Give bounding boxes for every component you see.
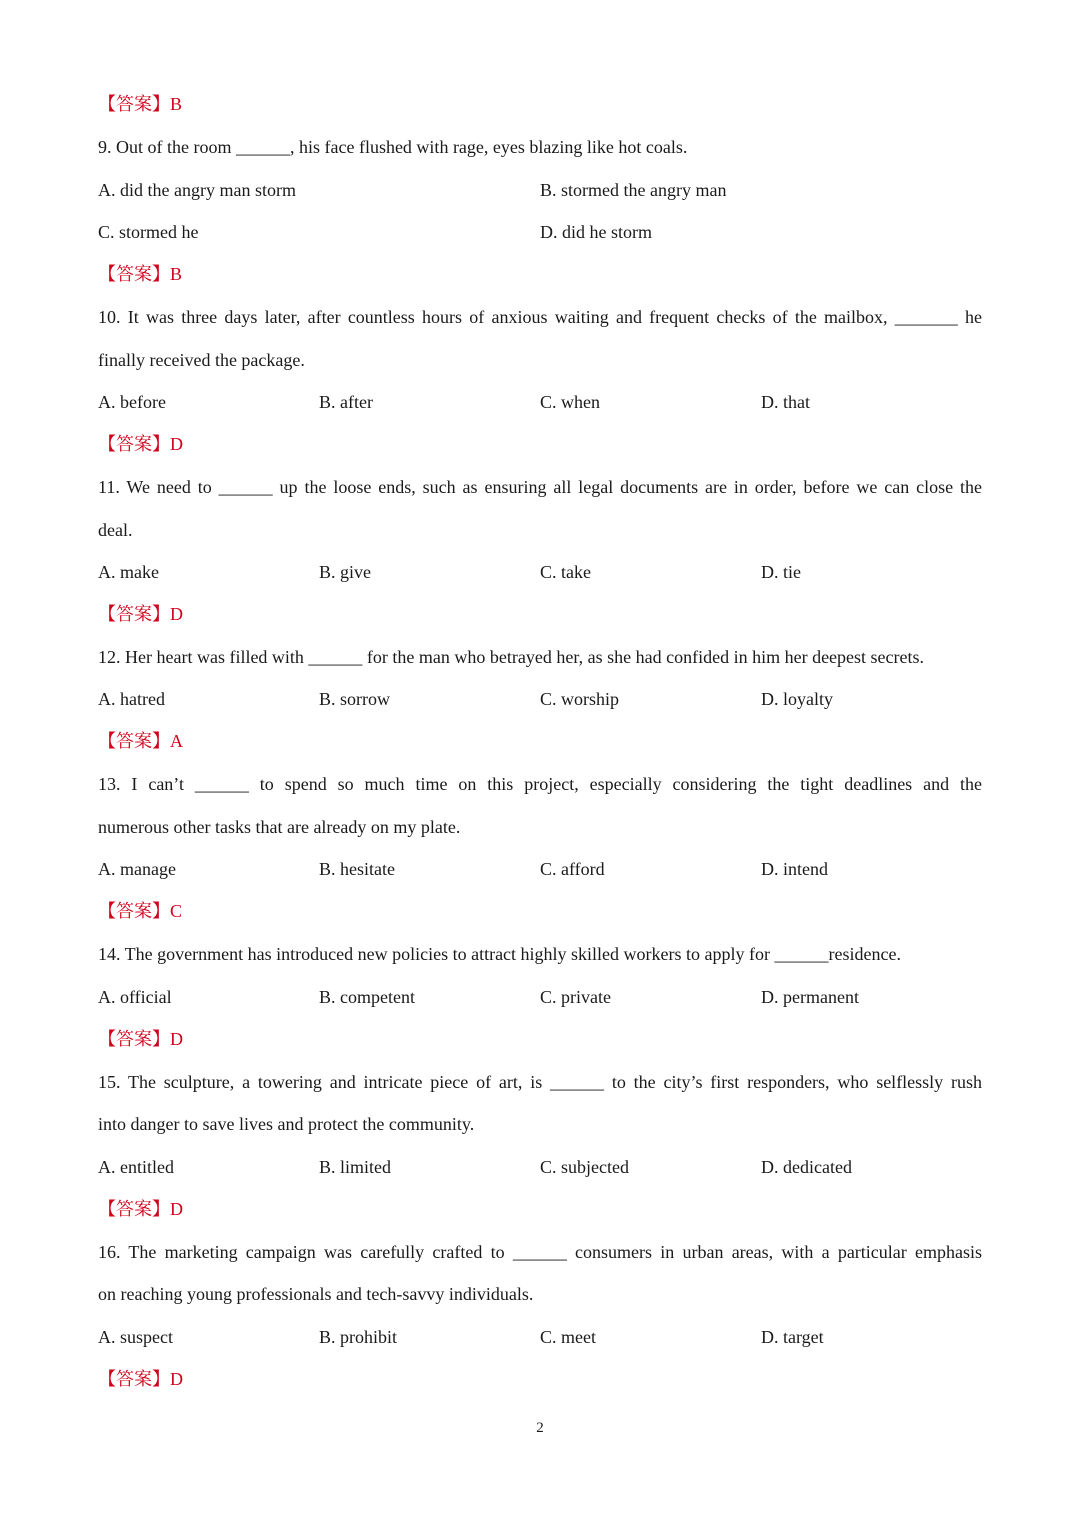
question-10-stem-line2: finally received the package.	[98, 350, 305, 370]
q11-option-c: C. take	[540, 562, 591, 582]
q14-option-c: C. private	[540, 987, 611, 1007]
q12-option-c: C. worship	[540, 689, 620, 709]
q15-option-c: C. subjected	[540, 1157, 629, 1177]
answer-q16: 【答案】D	[98, 1369, 183, 1389]
q15-option-d: D. dedicated	[761, 1157, 852, 1177]
answer-q13: 【答案】C	[98, 901, 183, 921]
q9-option-c: C. stormed he	[98, 222, 199, 242]
question-13-stem-line2: numerous other tasks that are already on my plate.	[98, 817, 461, 837]
q10-option-b: B. after	[319, 392, 373, 412]
q9-option-a: A. did the angry man storm	[98, 180, 296, 200]
q10-option-a: A. before	[98, 392, 166, 412]
question-15-stem-line1: 15. The sculpture, a towering and intricate piece of art, is ______ to the city’s first responders, who selflessly rush	[98, 1072, 982, 1092]
q13-option-d: D. intend	[761, 859, 828, 879]
q9-option-d: D. did he storm	[540, 222, 652, 242]
q13-option-c: C. afford	[540, 859, 605, 879]
q13-option-a: A. manage	[98, 859, 176, 879]
q14-option-a: A. official	[98, 987, 172, 1007]
question-14-stem: 14. The government has introduced new policies to attract highly skilled workers to apply for ______residence.	[98, 944, 901, 964]
q11-option-b: B. give	[319, 562, 371, 582]
q14-option-d: D. permanent	[761, 987, 859, 1007]
q16-option-d: D. target	[761, 1327, 824, 1347]
q10-option-c: C. when	[540, 392, 600, 412]
question-16-stem-line1: 16. The marketing campaign was carefully crafted to ______ consumers in urban areas, with a particular emphasis	[98, 1242, 982, 1262]
q16-option-a: A. suspect	[98, 1327, 173, 1347]
answer-q15: 【答案】D	[98, 1199, 183, 1219]
answer-q11: 【答案】D	[98, 604, 183, 624]
q15-option-b: B. limited	[319, 1157, 391, 1177]
q10-option-d: D. that	[761, 392, 810, 412]
q15-option-a: A. entitled	[98, 1157, 174, 1177]
q16-option-b: B. prohibit	[319, 1327, 398, 1347]
q13-option-b: B. hesitate	[319, 859, 395, 879]
q12-option-a: A. hatred	[98, 689, 165, 709]
q11-option-a: A. make	[98, 562, 159, 582]
q14-option-b: B. competent	[319, 987, 415, 1007]
question-9-stem: 9. Out of the room ______, his face flushed with rage, eyes blazing like hot coals.	[98, 137, 688, 157]
answer-q10: 【答案】D	[98, 434, 183, 454]
question-11-stem-line1: 11. We need to ______ up the loose ends, such as ensuring all legal documents are in order, before we can close the	[98, 477, 982, 497]
answer-q9: 【答案】B	[98, 264, 183, 284]
q9-option-b: B. stormed the angry man	[540, 180, 727, 200]
q16-option-c: C. meet	[540, 1327, 596, 1347]
question-12-stem: 12. Her heart was filled with ______ for the man who betrayed her, as she had confided in him her deepest secrets.	[98, 647, 925, 667]
q11-option-d: D. tie	[761, 562, 801, 582]
question-11-stem-line2: deal.	[98, 520, 133, 540]
answer-q12: 【答案】A	[98, 731, 183, 751]
page-number: 2	[536, 1420, 544, 1436]
q12-option-d: D. loyalty	[761, 689, 833, 709]
answer-q14: 【答案】D	[98, 1029, 183, 1049]
q12-option-b: B. sorrow	[319, 689, 390, 709]
question-13-stem-line1: 13. I can’t ______ to spend so much time on this project, especially considering the tight deadlines and the	[98, 774, 982, 794]
answer-q8: 【答案】B	[98, 94, 183, 114]
question-15-stem-line2: into danger to save lives and protect the community.	[98, 1114, 475, 1134]
question-16-stem-line2: on reaching young professionals and tech-savvy individuals.	[98, 1284, 534, 1304]
question-10-stem-line1: 10. It was three days later, after countless hours of anxious waiting and frequent checks of the mailbox, _______ he	[98, 307, 982, 327]
